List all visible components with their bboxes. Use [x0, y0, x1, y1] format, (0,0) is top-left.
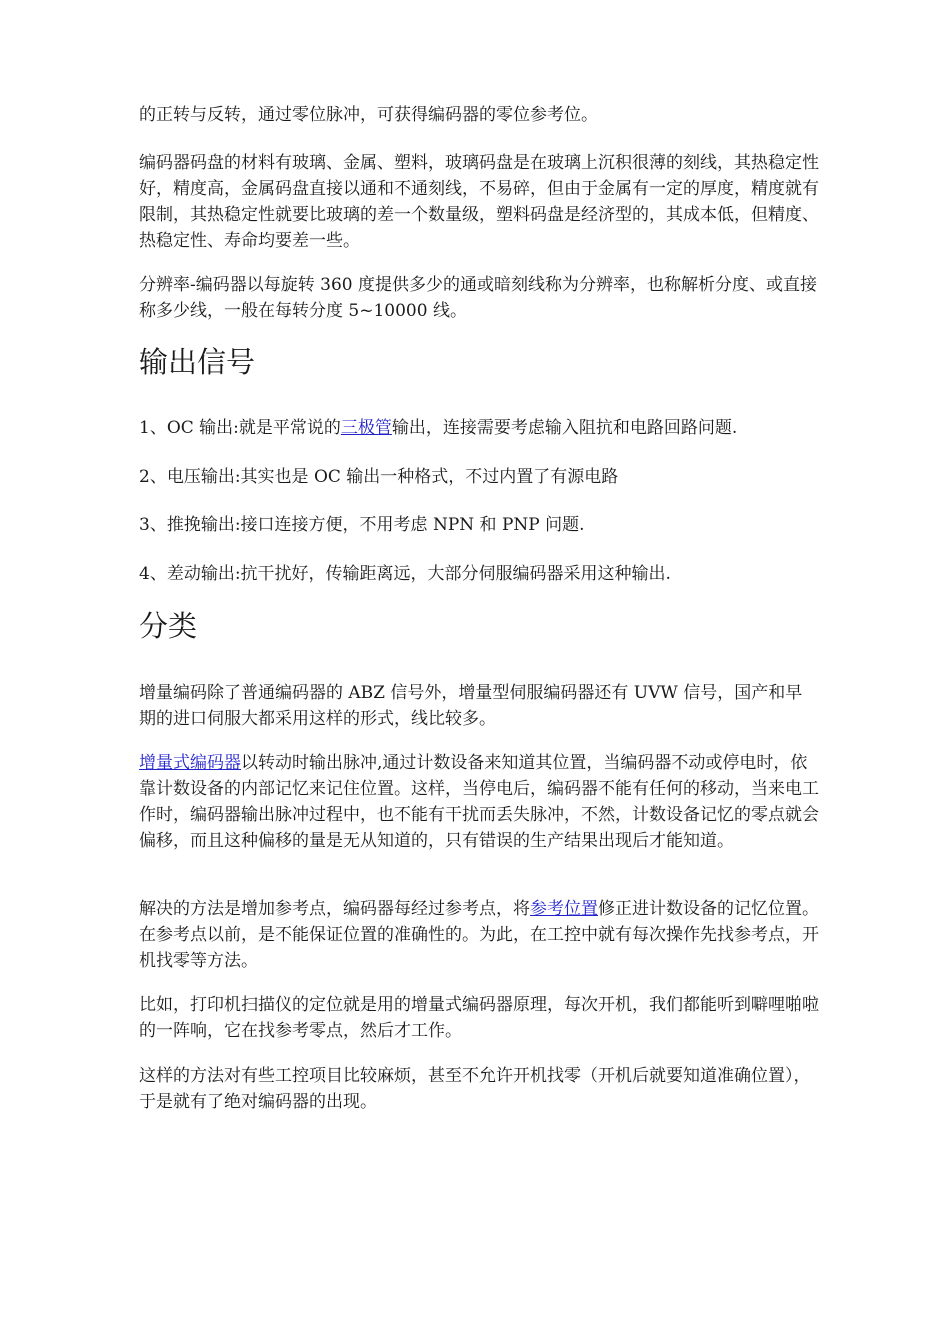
link-reference-position[interactable]: 参考位置 — [530, 899, 598, 919]
paragraph-printer-example: 比如，打印机扫描仪的定位就是用的增量式编码器原理，每次开机，我们都能听到噼哩啪啦的一阵响，它在找参考零点，然后才工作。 — [139, 995, 819, 1041]
paragraph-reference-point — [139, 896, 819, 974]
paragraph-reference-point-text-before: 解决的方法是增加参考点，编码器每经过参考点，将 — [139, 899, 530, 919]
output-item-differential: 4、差动输出:抗干扰好，传输距离远，大部分伺服编码器采用这种输出. — [139, 564, 671, 584]
link-incremental-encoder[interactable]: 增量式编码器 — [139, 753, 241, 773]
paragraph-incremental-encoder — [139, 750, 819, 854]
paragraph-absolute-encoder: 这样的方法对有些工控项目比较麻烦，甚至不允许开机找零（开机后就要知道准确位置），于是就有了绝对编码器的出现。 — [139, 1066, 811, 1112]
heading-classification: 分类 — [139, 609, 198, 643]
output-item-push-pull: 3、推挽输出:接口连接方便，不用考虑 NPN 和 PNP 问题. — [139, 515, 585, 535]
output-item-oc-text-before: 1、OC 输出:就是平常说的 — [139, 418, 341, 438]
output-item-voltage: 2、电压输出:其实也是 OC 输出一种格式，不过内置了有源电路 — [139, 467, 619, 487]
paragraph-resolution: 分辨率-编码器以每旋转 360 度提供多少的通或暗刻线称为分辨率，也称解析分度、或直接称多少线，一般在每转分度 5~10000 线。 — [139, 275, 817, 321]
output-item-oc-text-after: 输出，连接需要考虑输入阻抗和电路回路问题. — [391, 418, 738, 438]
paragraph-incremental-encoder-text: 以转动时输出脉冲,通过计数设备来知道其位置，当编码器不动或停电时，依靠计数设备的内部记忆来记住位置。这样，当停电后，编码器不能有任何的移动，当来电工作时，编码器输出脉冲过程中，也不能有干扰而丢失脉冲，不然，计数设备记忆的零点就会偏移，而且这种偏移的量是无从知道的，只有错误的生产结果出现后才能知道。 — [139, 753, 819, 851]
paragraph-uvw-signal: 增量编码除了普通编码器的 ABZ 信号外，增量型伺服编码器还有 UVW 信号，国产和早期的进口伺服大都采用这样的形式，线比较多。 — [139, 683, 803, 729]
paragraph-disc-material: 编码器码盘的材料有玻璃、金属、塑料，玻璃码盘是在玻璃上沉积很薄的刻线，其热稳定性好，精度高，金属码盘直接以通和不通刻线，不易碎，但由于金属有一定的厚度，精度就有限制，其热稳定性就要比玻璃的差一个数量级，塑料码盘是经济型的，其成本低，但精度、热稳定性、寿命均要差一些。 — [139, 153, 819, 251]
link-transistor[interactable]: 三极管 — [340, 418, 392, 438]
paragraph-zero-pulse: 的正转与反转，通过零位脉冲，可获得编码器的零位参考位。 — [139, 105, 598, 125]
paragraph-reference-point-text-after: 修正进计数设备的记忆位置。在参考点以前，是不能保证位置的准确性的。为此，在工控中就有每次操作先找参考点，开机找零等方法。 — [139, 899, 819, 971]
heading-output-signal: 输出信号 — [139, 345, 256, 379]
output-item-oc — [139, 415, 819, 441]
